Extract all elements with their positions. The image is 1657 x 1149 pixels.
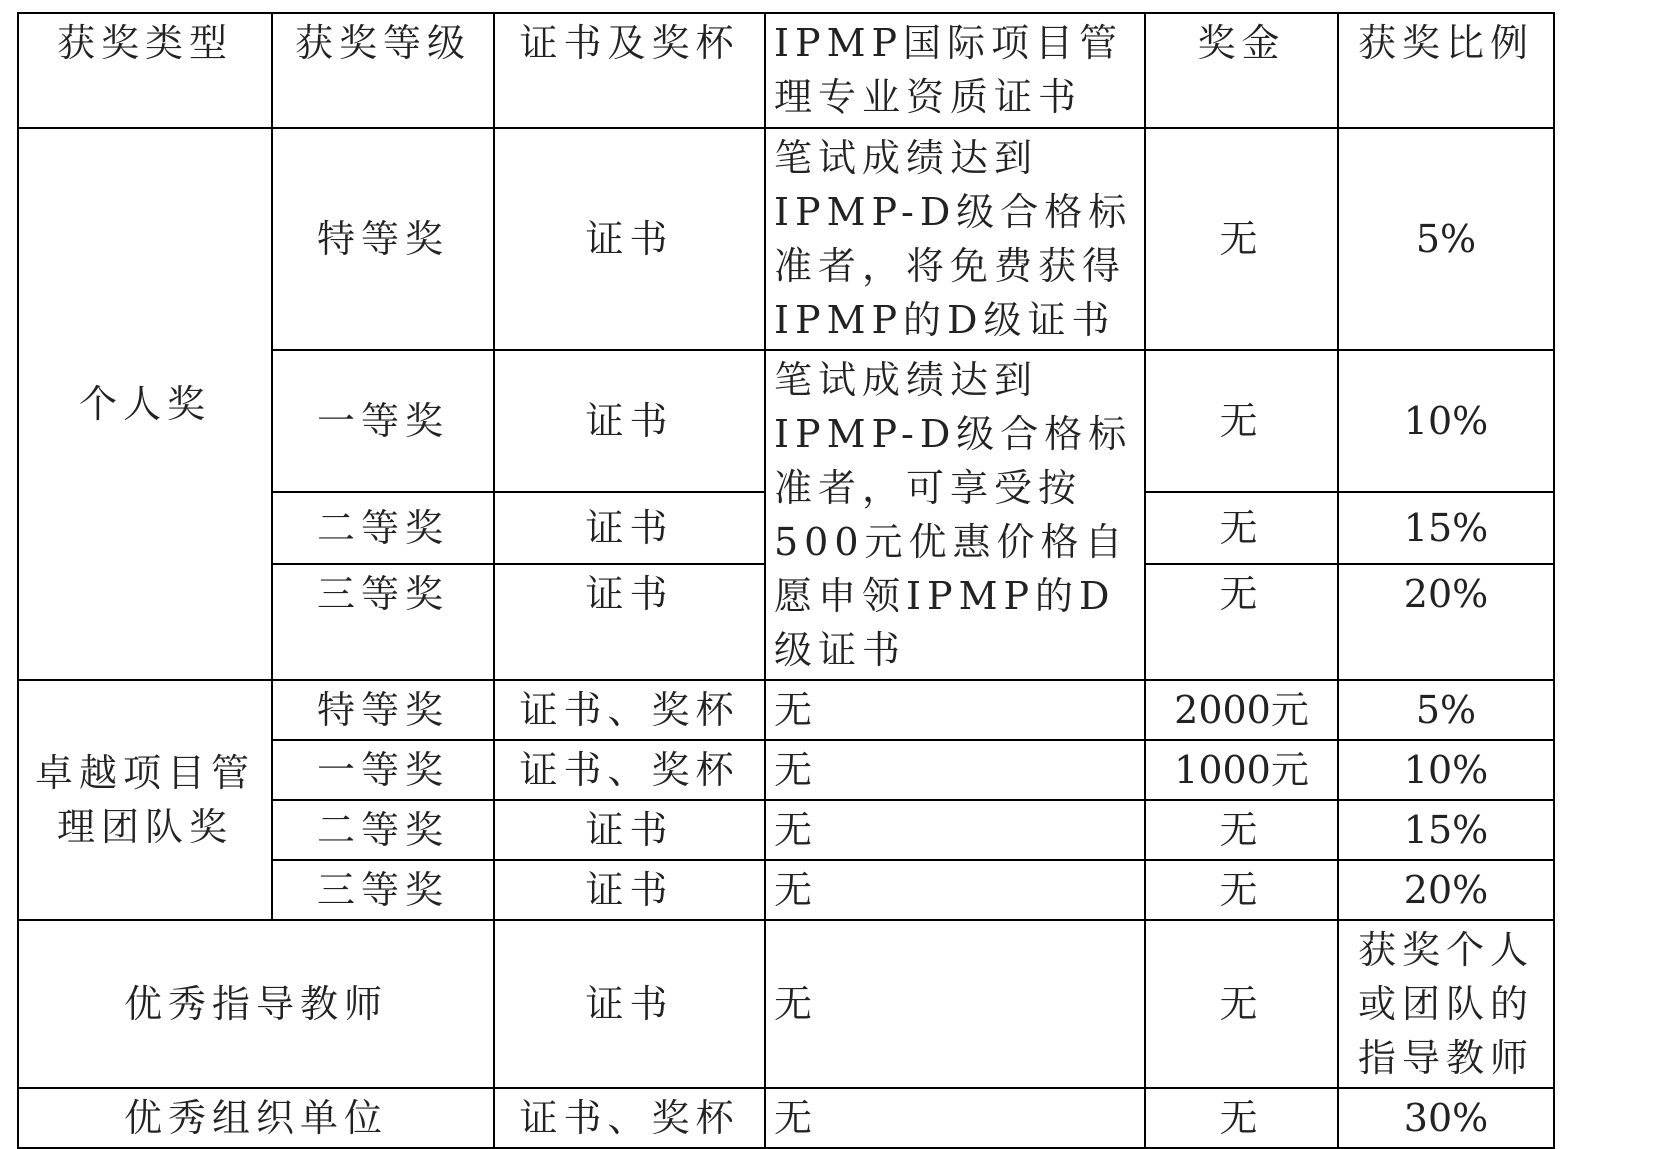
ratio-cell: 20%: [1338, 564, 1554, 680]
ipmp-cell: 无: [765, 740, 1145, 800]
table-row: [18, 920, 1554, 1088]
ratio-cell: 获奖个人或团队的指导教师: [1338, 920, 1554, 1088]
ipmp-cell: 无: [765, 860, 1145, 920]
bonus-cell: 无: [1145, 564, 1338, 680]
table-row: [18, 680, 1554, 740]
certificate-cell: 证书: [494, 920, 765, 1088]
ipmp-cell: 无: [765, 800, 1145, 860]
certificate-cell: 证书: [494, 350, 765, 492]
ratio-cell: 30%: [1338, 1088, 1554, 1148]
awards-table: [17, 12, 1555, 1149]
ratio-cell: 15%: [1338, 492, 1554, 564]
award-type-individual: 个人奖: [18, 128, 272, 680]
header-bonus: 奖金: [1145, 13, 1338, 128]
header-row: [18, 13, 1554, 128]
certificate-cell: 证书: [494, 128, 765, 350]
ratio-cell: 15%: [1338, 800, 1554, 860]
ratio-cell: 10%: [1338, 350, 1554, 492]
award-level: 一等奖: [272, 740, 494, 800]
certificate-cell: 证书、奖杯: [494, 1088, 765, 1148]
ipmp-cell: 无: [765, 1088, 1145, 1148]
certificate-cell: 证书、奖杯: [494, 680, 765, 740]
ratio-cell: 5%: [1338, 128, 1554, 350]
bonus-cell: 无: [1145, 800, 1338, 860]
award-level: 特等奖: [272, 128, 494, 350]
award-level: 二等奖: [272, 492, 494, 564]
ipmp-cell: 无: [765, 920, 1145, 1088]
ratio-cell: 10%: [1338, 740, 1554, 800]
header-ipmp-certificate: IPMP国际项目管理专业资质证书: [765, 13, 1145, 128]
award-level: 三等奖: [272, 564, 494, 680]
bonus-cell: 无: [1145, 920, 1338, 1088]
bonus-cell: 无: [1145, 860, 1338, 920]
certificate-cell: 证书、奖杯: [494, 740, 765, 800]
award-level: 二等奖: [272, 800, 494, 860]
ipmp-cell-shared: 笔试成绩达到IPMP-D级合格标准者，可享受按500元优惠价格自愿申领IPMP的D级证书: [765, 350, 1145, 680]
award-type-teacher: 优秀指导教师: [18, 920, 494, 1088]
ratio-cell: 5%: [1338, 680, 1554, 740]
award-level: 特等奖: [272, 680, 494, 740]
ratio-cell: 20%: [1338, 860, 1554, 920]
award-type-team: 卓越项目管理团队奖: [18, 680, 272, 920]
award-level: 三等奖: [272, 860, 494, 920]
table-row: [18, 1088, 1554, 1148]
ipmp-cell: 笔试成绩达到IPMP-D级合格标准者，将免费获得IPMP的D级证书: [765, 128, 1145, 350]
bonus-cell: 无: [1145, 128, 1338, 350]
header-award-ratio: 获奖比例: [1338, 13, 1554, 128]
certificate-cell: 证书: [494, 860, 765, 920]
certificate-cell: 证书: [494, 800, 765, 860]
bonus-cell: 无: [1145, 1088, 1338, 1148]
bonus-cell: 2000元: [1145, 680, 1338, 740]
header-award-type: 获奖类型: [18, 13, 272, 128]
bonus-cell: 无: [1145, 492, 1338, 564]
certificate-cell: 证书: [494, 492, 765, 564]
header-award-level: 获奖等级: [272, 13, 494, 128]
ipmp-cell: 无: [765, 680, 1145, 740]
header-certificate-trophy: 证书及奖杯: [494, 13, 765, 128]
award-type-organization: 优秀组织单位: [18, 1088, 494, 1148]
table-row: [18, 128, 1554, 350]
bonus-cell: 无: [1145, 350, 1338, 492]
bonus-cell: 1000元: [1145, 740, 1338, 800]
award-level: 一等奖: [272, 350, 494, 492]
certificate-cell: 证书: [494, 564, 765, 680]
